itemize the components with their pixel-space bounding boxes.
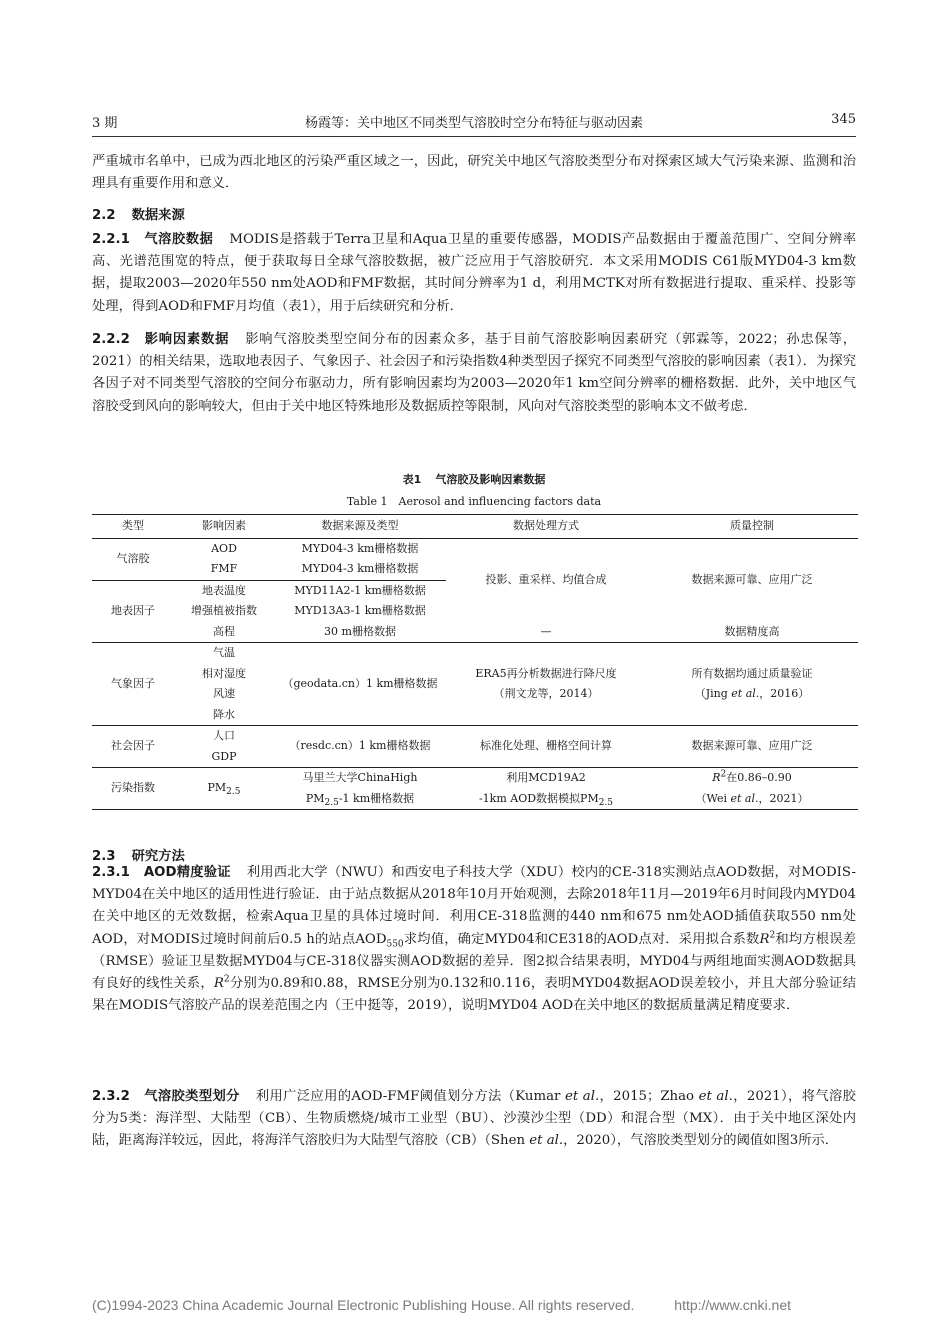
factor-cell: 相对湿度 [202,666,246,680]
table-row [92,538,858,559]
cnki-link[interactable]: http://www.cnki.net [674,1297,791,1313]
pm-label: PM [305,791,325,805]
citation-author: （Jing [694,687,732,700]
quality-cell [646,643,858,726]
category-cell: 气象因子 [92,643,174,726]
table-row [92,643,858,664]
paragraph-2-2-2 [92,329,856,418]
section-title: 研究方法 [131,849,185,864]
category-cell: 社会因子 [92,726,174,768]
factor-cell: 地表温度 [174,580,274,601]
subsection-text: ，2015；Zhao [599,1089,699,1104]
category-cell: 气溶胶 [116,551,150,565]
subsection-title: 影响因素数据 [143,332,230,347]
data-table [92,514,858,810]
paragraph-2-3-2 [92,1086,856,1153]
r-range: 在0.86–0.90 [726,771,792,784]
factor-cell: 风速 [213,687,235,700]
section-number: 2.3 [92,849,116,864]
processing-cell: 标准化处理、栅格空间计算 [446,726,646,768]
table-caption [92,471,856,487]
citation-etal: et al. [529,1133,564,1149]
processing-cell: 投影、重采样、均值合成 [485,572,607,586]
table-number: 表1 [402,473,422,486]
factor-cell: GDP [211,749,237,763]
source-cell: （geodata.cn）1 km栅格数据 [274,643,446,726]
r-symbol: R [712,771,721,784]
subsection-heading-2-2-1 [92,232,229,247]
paragraph-2-3-1 [92,862,856,1017]
processing-cell [446,643,646,726]
copyright-footer [92,1297,856,1313]
quality-citation [648,789,856,810]
factor-cell [174,768,274,810]
factor-cell: 高程 [213,624,235,638]
processing-line: ERA5再分析数据进行降尺度 [475,666,617,680]
subsection-number: 2.3.2 [92,1089,130,1104]
table-title-en: Table 1 Aerosol and influencing factors data [346,495,602,508]
subsection-heading-2-2-2 [92,332,245,347]
column-header: 数据来源及类型 [274,515,446,539]
subsection-text: 影响气溶胶类型空间分布的因素众多，基于目前气溶胶影响因素研究（郭霖等，2022；孙忠保等，2021）的相关结果，选取地表因子、气象因子、社会因子和污染指数4种类型因子探究不同类型气溶胶的影响因素（表1）．为探究各因子对不同类型气溶胶的空间分布驱动力，所有影响因素均为2003—2020年1 km空间分辨率的栅格数据．此外，关中地区气溶胶受到风向的影响较大，但由于关中地区特殊地形及数据质控等限制，风向对气溶胶类型的影响本文不做考虑． [92,332,856,414]
column-header: 数据处理方式 [446,515,646,539]
citation-etal: et al. [730,791,759,805]
subsection-title: 气溶胶类型划分 [143,1089,240,1104]
factor-cell: AOD [211,541,237,555]
section-heading-2-2 [92,204,185,223]
factor-cell: 人口 [174,726,274,747]
citation-etal: et al. [731,687,760,700]
subsection-text: 求均值，确定MYD04和CE318的AOD点对．采用拟合系数 [403,931,760,947]
r-symbol: R [213,976,224,992]
source-cell: MYD04-3 km栅格数据 [301,562,419,575]
quality-cell: 数据来源可靠、应用广泛 [646,726,858,768]
subsection-title: 气溶胶数据 [143,232,214,247]
table-row [92,726,858,747]
processing-citation: （荆文龙等，2014） [493,687,599,700]
r-superscript: 2 [769,930,776,941]
source-line [276,789,444,810]
processing-text: -1km AOD数据模拟PM [478,791,599,805]
table-row [92,622,858,643]
subsection-text: ，2021），将气溶胶分为5类：海洋型、大陆型（CB）、生物质燃烧/城市工业型（BU）、沙漠沙尘型（DD）和混合型（MX）．由于关中地区深处内陆，距离海洋较远，因此，将海洋气溶胶归为大陆型气溶胶（CB）（Shen [92,1089,856,1149]
subsection-number: 2.2.2 [92,332,130,347]
r-superscript: 2 [223,974,230,985]
quality-cell: 数据来源可靠、应用广泛 [691,572,813,586]
running-title: 杨霞等：关中地区不同类型气溶胶时空分布特征与驱动因素 [304,116,643,131]
pm-label: PM [207,781,227,795]
pm-subscript: 2.5 [324,797,339,808]
factor-cell: 气温 [174,643,274,664]
factor-cell: FMF [210,562,238,575]
source-cell [274,768,446,810]
r-superscript: 2 [720,769,727,780]
header-rule [92,136,856,137]
source-line: 马里兰大学ChinaHigh [302,771,418,784]
subsection-text: 利用西北大学（NWU）和西安电子科技大学（XDU）校内的CE-318实测站点AOD数据，对MODIS-MYD04在关中地区的适用性进行验证．由于站点数据从2018年10月开始观测，去除2018年11月—2019年6月时间段内MYD04在关中地区的无效数据，检索Aqua卫星的具体过境时间．利用CE-318监测的440 nm和675 nm处AOD插值获取550 nm处AOD，对MODIS过境时间前后0.5 h的站点AOD [92,865,856,947]
citation-etal: et al. [564,1089,600,1104]
factor-cell: 降水 [213,707,235,721]
processing-line: 利用MCD19A2 [506,771,586,784]
category-cell: 地表因子 [92,580,174,643]
pm-subscript: 2.5 [598,797,614,808]
subsection-text: MODIS是搭载于Terra卫星和Aqua卫星的重要传感器，MODIS产品数据由于覆盖范围广、空间分辨率高、光谱范围宽的特点，便于获取每日全球气溶胶数据，被广泛应用于气溶胶研究．本文采用MODIS C61版MYD04-3 km数据，提取2003—2020年550 nm处AOD和FMF数据，其时间分辨率为1 d，利用MCTK对所有数据进行提取、重采样、投影等处理，得到AOD和FMF月均值（表1），用于后续研究和分析． [92,232,857,314]
quality-citation [648,684,856,705]
processing-line [448,789,644,810]
processing-cell [446,768,646,810]
column-header: 影响因素 [174,515,274,539]
paragraph-2-2-1 [92,229,856,318]
citation-year: ，2021） [758,791,809,805]
column-header: 质量控制 [646,515,858,539]
subsection-text: 分别为0.89和0.88，RMSE分别为0.132和0.116，表明MYD04数据AOD误差较小，并且大部分验证结果在MODIS气溶胶产品的误差范围之内（王中挺等，2019），说明MYD04 AOD在关中地区的数据质量满足精度要求． [92,976,856,1014]
column-header: 类型 [92,515,174,539]
source-cell: MYD13A3-1 km栅格数据 [294,604,426,617]
quality-cell: 数据精度高 [724,624,780,638]
subsection-text: 和均方根误差（RMSE）验证卫星数据MYD04与CE-318仪器实测AOD数据的差异．图2拟合结果表明，MYD04与两组地面实测AOD数据具有良好的线性关系， [92,931,856,992]
subsection-text: ，2020），气溶胶类型划分的阈值如图3所示． [563,1133,839,1149]
citation-year: ，2016） [759,687,810,700]
citation-etal: et al. [698,1089,733,1104]
paragraph-intro: 严重城市名单中，已成为西北地区的污染严重区域之一，因此，研究关中地区气溶胶类型分布对探索区域大气污染来源、监测和治理具有重要作用和意义． [92,154,856,192]
subsection-number: 2.3.1 [92,865,130,880]
processing-cell: — [540,624,552,638]
subsection-title: AOD精度验证 [143,865,231,880]
quality-line [648,768,856,789]
subsection-heading-2-3-1 [92,865,247,880]
source-cell: （resdc.cn）1 km栅格数据 [274,726,446,768]
section-number: 2.2 [92,208,116,223]
issue-number: 3 期 [92,116,118,131]
page-number: 345 [831,112,856,127]
citation-author: （Wei [695,791,731,805]
r-symbol: R [759,931,770,947]
running-header [92,112,856,130]
table-header-row [92,515,858,539]
table-title-cn: 气溶胶及影响因素数据 [435,473,546,486]
source-suffix: -1 km栅格数据 [338,791,415,805]
pm-subscript: 2.5 [226,787,241,798]
category-cell: 污染指数 [92,768,174,810]
subsection-text: 利用广泛应用的AOD-FMF阈值划分方法（Kumar [255,1089,565,1104]
subsection-heading-2-3-2 [92,1089,256,1104]
source-cell: MYD11A2-1 km栅格数据 [274,580,446,601]
quality-cell [646,768,858,810]
table-row [92,768,858,810]
quality-line: 所有数据均通过质量验证 [691,666,813,680]
copyright-text: (C)1994-2023 China Academic Journal Electronic Publishing House. All rights reserved. [92,1297,635,1313]
factor-cell: 增强植被指数 [191,604,257,617]
subsection-number: 2.2.1 [92,232,130,247]
wavelength-subscript: 550 [386,939,404,950]
source-cell: 30 m栅格数据 [324,624,396,638]
section-title: 数据来源 [131,208,185,223]
source-cell: MYD04-3 km栅格数据 [301,541,419,555]
